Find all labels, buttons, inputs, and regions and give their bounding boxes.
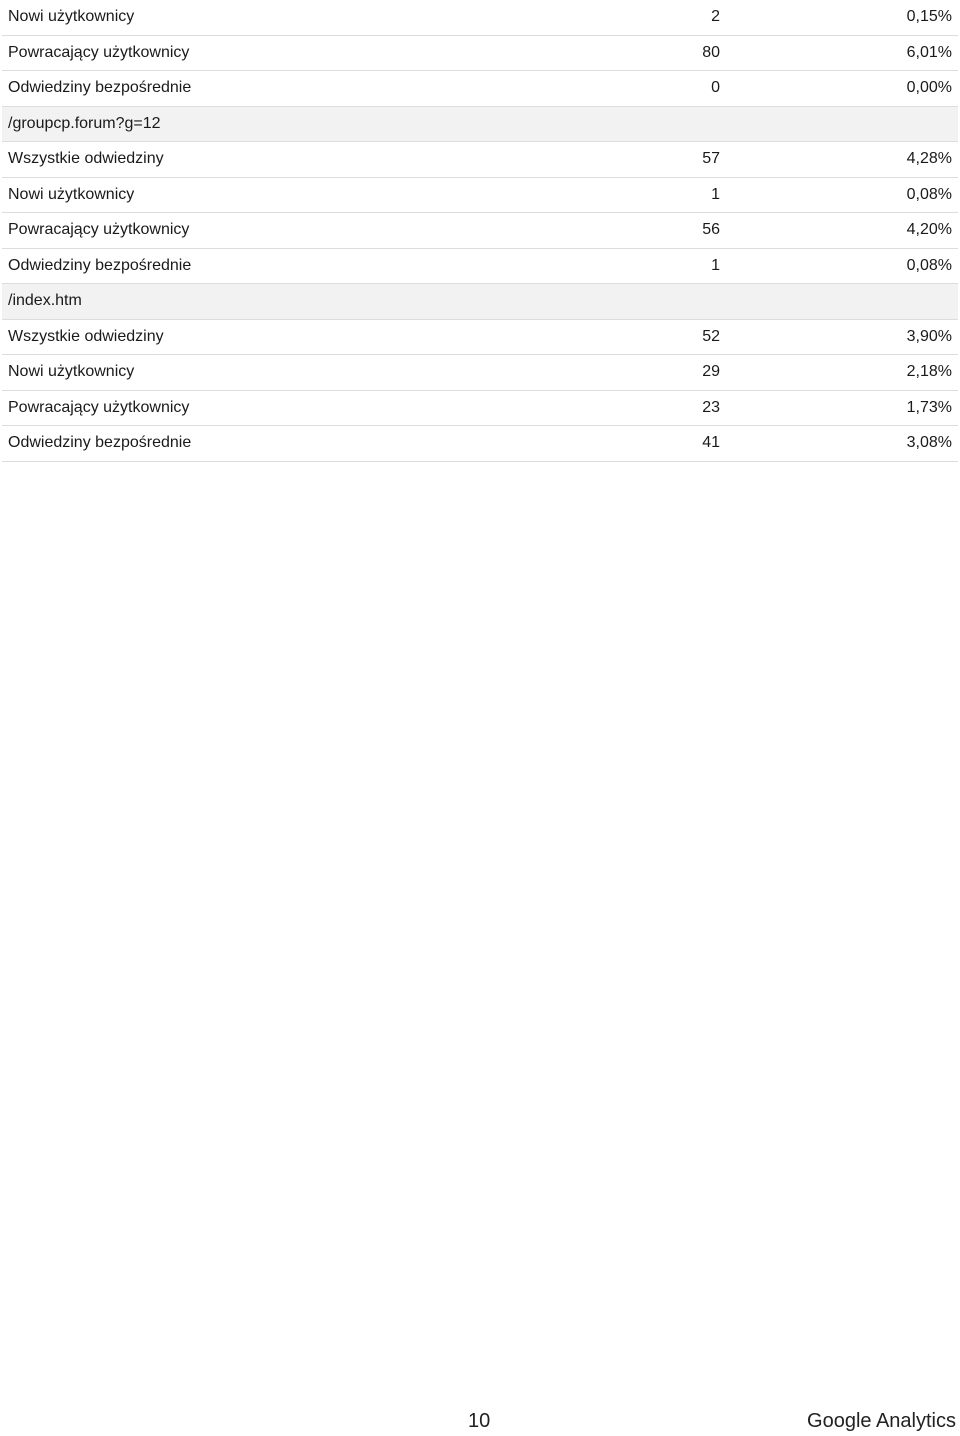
row-percent: 3,08% bbox=[906, 434, 952, 452]
row-count: 1 bbox=[711, 256, 720, 274]
row-count: 57 bbox=[702, 150, 720, 168]
row-label: Wszystkie odwiedziny bbox=[8, 150, 164, 168]
row-label: Nowi użytkownicy bbox=[8, 185, 135, 203]
page-path-row bbox=[2, 107, 958, 143]
report-table bbox=[2, 0, 958, 462]
row-count: 0 bbox=[711, 79, 720, 97]
page-path-label: /groupcp.forum?g=12 bbox=[8, 114, 161, 132]
row-label: Odwiedziny bezpośrednie bbox=[8, 434, 192, 452]
row-count: 1 bbox=[711, 185, 720, 203]
row-label: Powracający użytkownicy bbox=[8, 43, 190, 61]
table-row bbox=[2, 426, 958, 462]
row-percent: 0,00% bbox=[906, 79, 952, 97]
row-percent: 0,08% bbox=[906, 256, 952, 274]
table-row bbox=[2, 213, 958, 249]
row-percent: 0,08% bbox=[906, 185, 952, 203]
row-count: 29 bbox=[702, 363, 720, 381]
row-percent: 1,73% bbox=[906, 398, 952, 416]
row-label: Nowi użytkownicy bbox=[8, 8, 135, 26]
row-label: Odwiedziny bezpośrednie bbox=[8, 256, 192, 274]
row-label: Nowi użytkownicy bbox=[8, 363, 135, 381]
page-path-label: /index.htm bbox=[8, 292, 82, 310]
row-count: 2 bbox=[711, 8, 720, 26]
row-percent: 3,90% bbox=[906, 327, 952, 345]
row-count: 23 bbox=[702, 398, 720, 416]
footer-brand: Google Analytics bbox=[807, 1410, 956, 1432]
row-label: Powracający użytkownicy bbox=[8, 398, 190, 416]
table-row bbox=[2, 36, 958, 72]
table-row bbox=[2, 0, 958, 36]
row-label: Odwiedziny bezpośrednie bbox=[8, 79, 192, 97]
table-row bbox=[2, 391, 958, 427]
row-percent: 6,01% bbox=[906, 43, 952, 61]
row-percent: 4,20% bbox=[906, 221, 952, 239]
table-row bbox=[2, 320, 958, 356]
row-count: 52 bbox=[702, 327, 720, 345]
table-row bbox=[2, 142, 958, 178]
row-percent: 0,15% bbox=[906, 8, 952, 26]
page-path-row bbox=[2, 284, 958, 320]
page-number: 10 bbox=[468, 1410, 491, 1432]
row-count: 56 bbox=[702, 221, 720, 239]
table-row bbox=[2, 249, 958, 285]
table-row bbox=[2, 71, 958, 107]
row-percent: 2,18% bbox=[906, 363, 952, 381]
table-row bbox=[2, 355, 958, 391]
row-percent: 4,28% bbox=[906, 150, 952, 168]
row-label: Wszystkie odwiedziny bbox=[8, 327, 164, 345]
row-label: Powracający użytkownicy bbox=[8, 221, 190, 239]
table-row bbox=[2, 178, 958, 214]
row-count: 41 bbox=[702, 434, 720, 452]
row-count: 80 bbox=[702, 43, 720, 61]
